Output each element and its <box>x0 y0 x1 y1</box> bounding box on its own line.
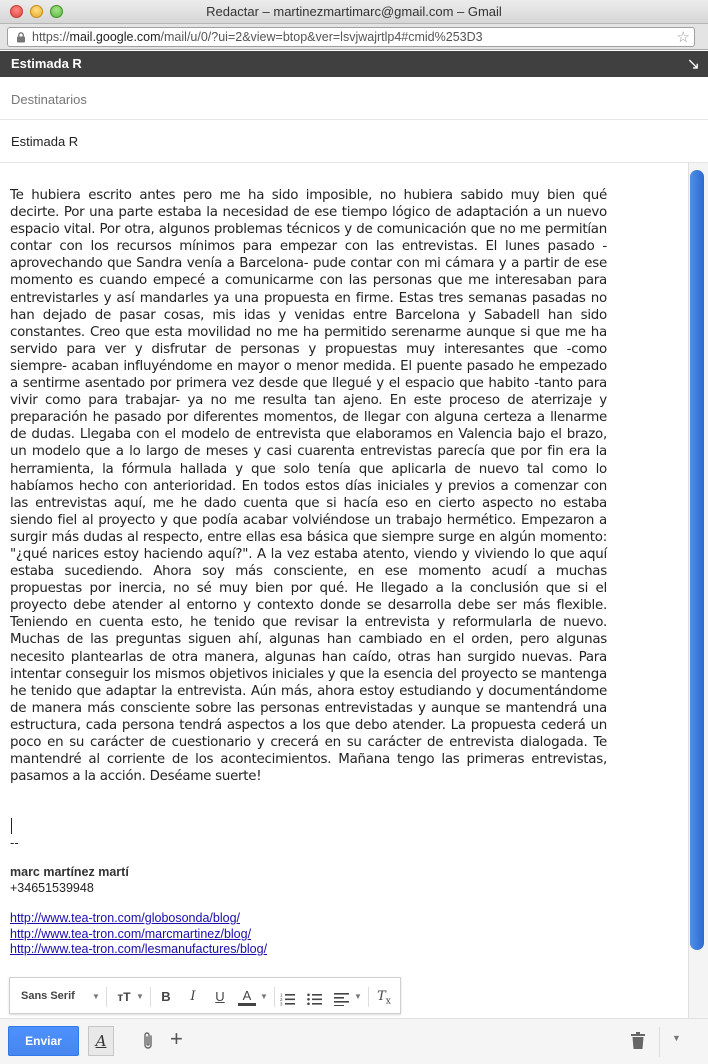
subject-field[interactable] <box>0 120 708 163</box>
toolbar-divider <box>150 987 151 1007</box>
toolbar-divider <box>274 987 275 1007</box>
compose-title: Estimada R <box>11 56 82 71</box>
message-body[interactable] <box>0 163 688 1018</box>
chevron-down-icon: ▼ <box>92 992 100 1001</box>
toolbar-divider <box>368 987 369 1007</box>
url-scheme: https:// <box>32 30 70 44</box>
lock-icon <box>16 32 26 43</box>
signature-link-lesmanufactures[interactable]: http://www.tea-tron.com/lesmanufactures/blog/ <box>10 942 268 956</box>
font-family-select[interactable]: Sans Serif <box>21 990 75 1002</box>
url-path: /mail/u/0/?ui=2&view=btop&ver=lsvjwajrtlp4#cmid%253D3 <box>160 30 483 44</box>
underline-button[interactable]: U <box>215 989 225 1004</box>
send-button[interactable]: Enviar <box>8 1026 79 1056</box>
recipients-placeholder: Destinatarios <box>11 92 87 107</box>
subject-value: Estimada R <box>11 134 79 149</box>
discard-draft-icon[interactable] <box>631 1032 645 1049</box>
clear-formatting-icon[interactable]: $T_x$ <box>377 989 391 1007</box>
signature-phone: +34651539948 <box>10 881 94 895</box>
text-size-icon[interactable]: тT <box>117 990 131 1004</box>
svg-text:3: 3 <box>280 1001 283 1007</box>
bookmark-star-icon[interactable]: ☆ <box>676 29 690 46</box>
formatting-toolbar <box>9 977 401 1014</box>
attach-file-icon[interactable] <box>141 1031 155 1051</box>
signature-separator: -- <box>10 835 19 850</box>
signature-link-marcmartinez[interactable]: http://www.tea-tron.com/marcmartinez/blog/ <box>10 927 252 941</box>
chevron-down-icon: ▼ <box>354 992 362 1001</box>
chevron-down-icon: ▼ <box>136 992 144 1001</box>
pop-in-icon[interactable]: ↘ <box>686 56 700 73</box>
message-body-text: Te hubiera escrito antes pero me ha sido imposible, no hubiera sabido muy bien qué decirte. Por una parte estaba la necesidad de ese tiempo lógico de adaptación a un nuevo espacio vital. Por otra, algunos problemas técnicos y de comunicación que no me permitían contar con los recursos mínimos para empezar con las entrevistas. El lunes pasado -aprovechando que Sandra venía a Barcelona- pude contar con mi cámara y a partir de ese momento es cuando empecé a comunicarme con las personas que me interesaban para entrevistarles y así mandarles ya una propuesta en firme. Estas tres semanas pasadas no han dejado de pasar cosas, mis idas y venidas entre Barcelona y Sabadell han sido constantes. Creo que esta movilidad no me ha permitido serenarme aunque si que me ha servido para ver y disfrutar de personas y propuestas muy interesantes que -como siempre- acaban influyéndome en mayor o menor medida. El puente pasado he empezado a sentirme asentado por primera vez desde que llegué y el espacio que habito -tanto para vivir como para trabajar- ya no me resulta tan ajeno. En este proceso de aterrizaje y preparación he pasado por diferentes momentos, de llegar con alguna certeza a llenarme de dudas. Llegaba con el modelo de entrevista que elaboramos en Valencia bajo el brazo, un modelo que a lo largo de meses y casi cuarenta entrevistas parecía que por fin era la herramienta, la fórmula hallada y que solo tenía que aplicarla de nuevo tal como lo habíamos hecho con anterioridad. En todos estos días iniciales y previos a comenzar con las entrevistas aquí, me he dado cuenta que si hacía eso en cierto aspecto no estaba siendo fiel al proyecto y que podía acabar volviéndose un trabajo hermético. Empezaron a surgir más dudas al respecto, entre ellas esa básica que siempre surge en algún momento: "¿qué narices estoy haciendo aquí?". A la vez estaba atento, viendo y viviendo lo que aquí estaba sucediendo. Ahora soy más consciente, en ese momento acudí a muchas propuestas por inercia, no sé muy bien por qué. He llegado a la conclusión que si el proyecto debe atender al entorno y contexto donde se desarrolla debe ser más flexible. Teniendo en cuenta esto, he tenido que revisar la entrevista y reformularla de nuevo. Muchas de las preguntas siguen ahí, algunas han cambiado en el orden, pero algunas necesito plantearlas de otra manera, algunas han caído, otras han surgido nuevas. Para intentar conseguir los mismos objetivos iniciales y que la esencia del proyecto se mantenga he tenido que adaptar la entrevista. Aún más, ahora estoy estudiando y documentándome de manera más consciente sobre las personas entrevistadas y aunque se mantendrá una estructura, cada persona tendrá aspectos a los que debo atender. La propuesta cederá un poco en su carácter de cuestionario y crecerá en su carácter de entrevista dialogada. Te mantendré al corriente de los acontecimientos. Mañana tengo las primeras entrevistas, pasamos a la acción. Deséame suerte! <box>10 188 607 785</box>
signature-name: marc martínez martí <box>10 865 129 879</box>
numbered-list-icon[interactable] <box>280 989 296 1009</box>
window-title: Redactar – martinezmartimarc@gmail.com – Gmail <box>206 4 502 19</box>
toolbar-divider <box>659 1027 660 1057</box>
insert-more-icon[interactable]: + <box>170 1026 183 1051</box>
address-bar[interactable] <box>7 27 695 47</box>
recipients-field[interactable] <box>0 77 708 120</box>
italic-button[interactable]: I <box>190 989 196 1004</box>
toolbar-divider <box>106 987 107 1007</box>
scrollbar-thumb[interactable] <box>690 170 704 950</box>
align-icon[interactable] <box>334 989 350 1009</box>
text-color-button[interactable]: A <box>238 987 256 1006</box>
signature-link-globosonda[interactable]: http://www.tea-tron.com/globosonda/blog/ <box>10 911 240 925</box>
address-bar-container <box>0 24 708 50</box>
window-title-bar <box>0 0 708 24</box>
text-cursor <box>11 818 12 834</box>
more-options-icon[interactable]: ▼ <box>672 1033 681 1043</box>
compose-bottom-bar <box>0 1018 708 1064</box>
url-host: mail.google.com <box>69 30 161 44</box>
svg-text:2: 2 <box>280 997 283 1002</box>
formatting-options-toggle[interactable]: A <box>88 1026 114 1056</box>
chevron-down-icon: ▼ <box>260 992 268 1001</box>
bulleted-list-icon[interactable] <box>307 989 323 1009</box>
compose-header <box>0 51 708 77</box>
bold-button[interactable]: B <box>161 989 171 1004</box>
svg-text:1: 1 <box>280 992 283 998</box>
